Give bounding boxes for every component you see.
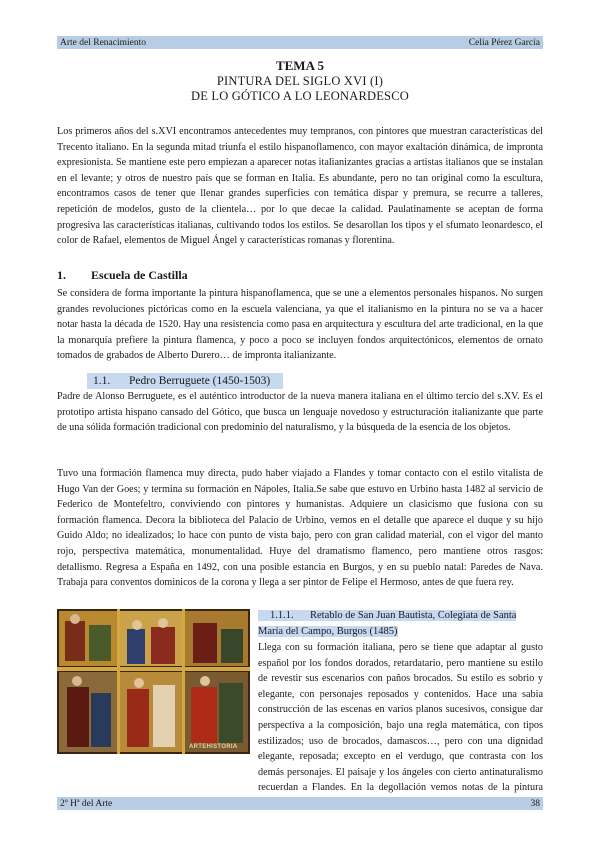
page-number: 38	[530, 798, 540, 809]
berruguete-paragraph-2: Tuvo una formación flamenca muy directa, pudo haber viajado a Flandes y tomar contacto con el estilo vitalista de Hugo Van der Goes; y termina su formación en Nápoles, Italia.Se sabe que estuvo en Urbino hasta 1482 al servicio de Federico de Montefeltro, conviviendo con pintores y humanistas. Adquiere un clasicismo que fusiona con su formación flamenca. Decora la biblioteca del Palacio de Urbino, vemos en el detalle que aparece el duque y su hijo Guido Aldo; no idealizados; lo hace con punto de vista bajo, pero con gran calidad material, con el vigor del manto rojo, perspectiva matemática, monumentalidad. Huye del dramatismo flamenco, pero mantiene otros rasgos: detallismo. Regresa a España en 1492, con una posible estancia en Burgos, y en su pueblo natal: Paredes de Nava. Trabaja para conventos dominicos de la corona y llega a ser pintor de Felipe el Hermoso, antes de que fuera rey.	[57, 468, 543, 589]
subsection-heading-berruguete	[87, 373, 283, 389]
subsubsection-heading-retablo	[258, 608, 543, 640]
intro-paragraph: Los primeros años del s.XVI encontramos antecedentes muy tempranos, con pintores que muestran características del Trecento italiano. En la segunda mitad triunfa el estilo hispanoflamenco, con mayor exaltación dinámica, de impronta expresionista. Se mantiene este pero empiezan a aparecer notas italianizantes gracias a artistas italianos que se instalan en el levante; y otros de nuestro país que se forman en Italia. Es abundante, pero no tan original como la escultura, encontramos casos de tener que llenar grandes superficies con temática dispar y premura, se recurre a talleres, repetición de modelos, gusto de la clientela… por lo que decae la calidad. Paulatinamente se aceptan de forma progresiva las características italianas, cultivando todos los estilos. Se desarollan los tipos y el sfumato leonardesco, el color de Rafael, elementos de Miguel Ángel y características romanas y florentina.	[57, 126, 543, 247]
subsubsection-number: 1.1.1.	[270, 610, 294, 621]
section-castilla-paragraph: Se considera de forma importante la pintura hispanoflamenca, que se une a elementos personales hispanos. No surgen grandes revoluciones pictóricas como en la escuela valenciana, ya que el italianismo en la pintura no se va a hacer notar hasta la década de 1520. Hay una resistencia como pasa en arquitectura y escultura del arte tradicional, en la que la monarquía prefiere la pintura flamenca, y poco a poco se incluyen fondos arquitectónicos, elementos de ornato tomados de grabados de Alberto Durero… de impronta italianizante.	[57, 288, 543, 362]
tema-title: TEMA 5	[275, 58, 325, 73]
subtitle-line-1: PINTURA DEL SIGLO XVI (I)	[216, 74, 384, 88]
retablo-image	[57, 609, 250, 754]
header-author: Celia Pérez García	[468, 37, 540, 48]
subsubsection-title-part1: Retablo de San Juan Bautista, Colegiata de Santa	[310, 610, 517, 621]
header-bar	[57, 36, 543, 49]
title-block	[57, 58, 543, 104]
section-number: 1.	[57, 268, 66, 282]
section-heading-castilla	[57, 268, 188, 283]
retablo-painting	[57, 609, 250, 754]
berruguete-paragraph-1: Padre de Alonso Berruguete, es el auténtico introductor de la nueva manera italiana en el último tercio del s.XV. Es el prototipo artista hispano cansado del Gótico, que busca un lenguaje novedoso y estructuración italianizante que parte de una sólida formación tradicional con predominio del naturalismo, y la búsqueda de la esencia de los objetos.	[57, 391, 543, 434]
image-watermark: ARTEHISTORIA	[189, 744, 238, 750]
subsubsection-title-part2: María del Campo, Burgos (1485)	[258, 626, 398, 637]
section-title: Escuela de Castilla	[91, 268, 188, 282]
subsection-title: Pedro Berruguete (1450-1503)	[129, 375, 271, 387]
footer-course: 2º Hª del Arte	[60, 798, 113, 809]
footer-bar	[57, 797, 543, 810]
header-course: Arte del Renacimiento	[60, 37, 146, 48]
subsection-number: 1.1.	[93, 375, 111, 387]
retablo-paragraph: Llega con su formación italiana, pero se tiene que adaptar al gusto español por los fondos dorados, retardatario, pero mantiene su estilo de revestir sus escenarios con paños brocados. Su estilo es sobrio y elegante, con personajes reposados y contenidos. Hace una sabia construcción de las escenas en varios planos sucesivos, consigue dar perspectiva a la composición, bajo una regla matemática, con tipos estilizados; uso de brocados, damascos…, pero con una dignidad elegante, reposada; excepto en el verdugo, que contrasta con los demás personajes. El paisaje y los ángeles con cierto antinaturalismo recuerdan a Flandes. En la degollación vemos notas de la pintura	[258, 642, 543, 794]
subtitle-line-2: DE LO GÓTICO A LO LEONARDESCO	[191, 89, 409, 103]
